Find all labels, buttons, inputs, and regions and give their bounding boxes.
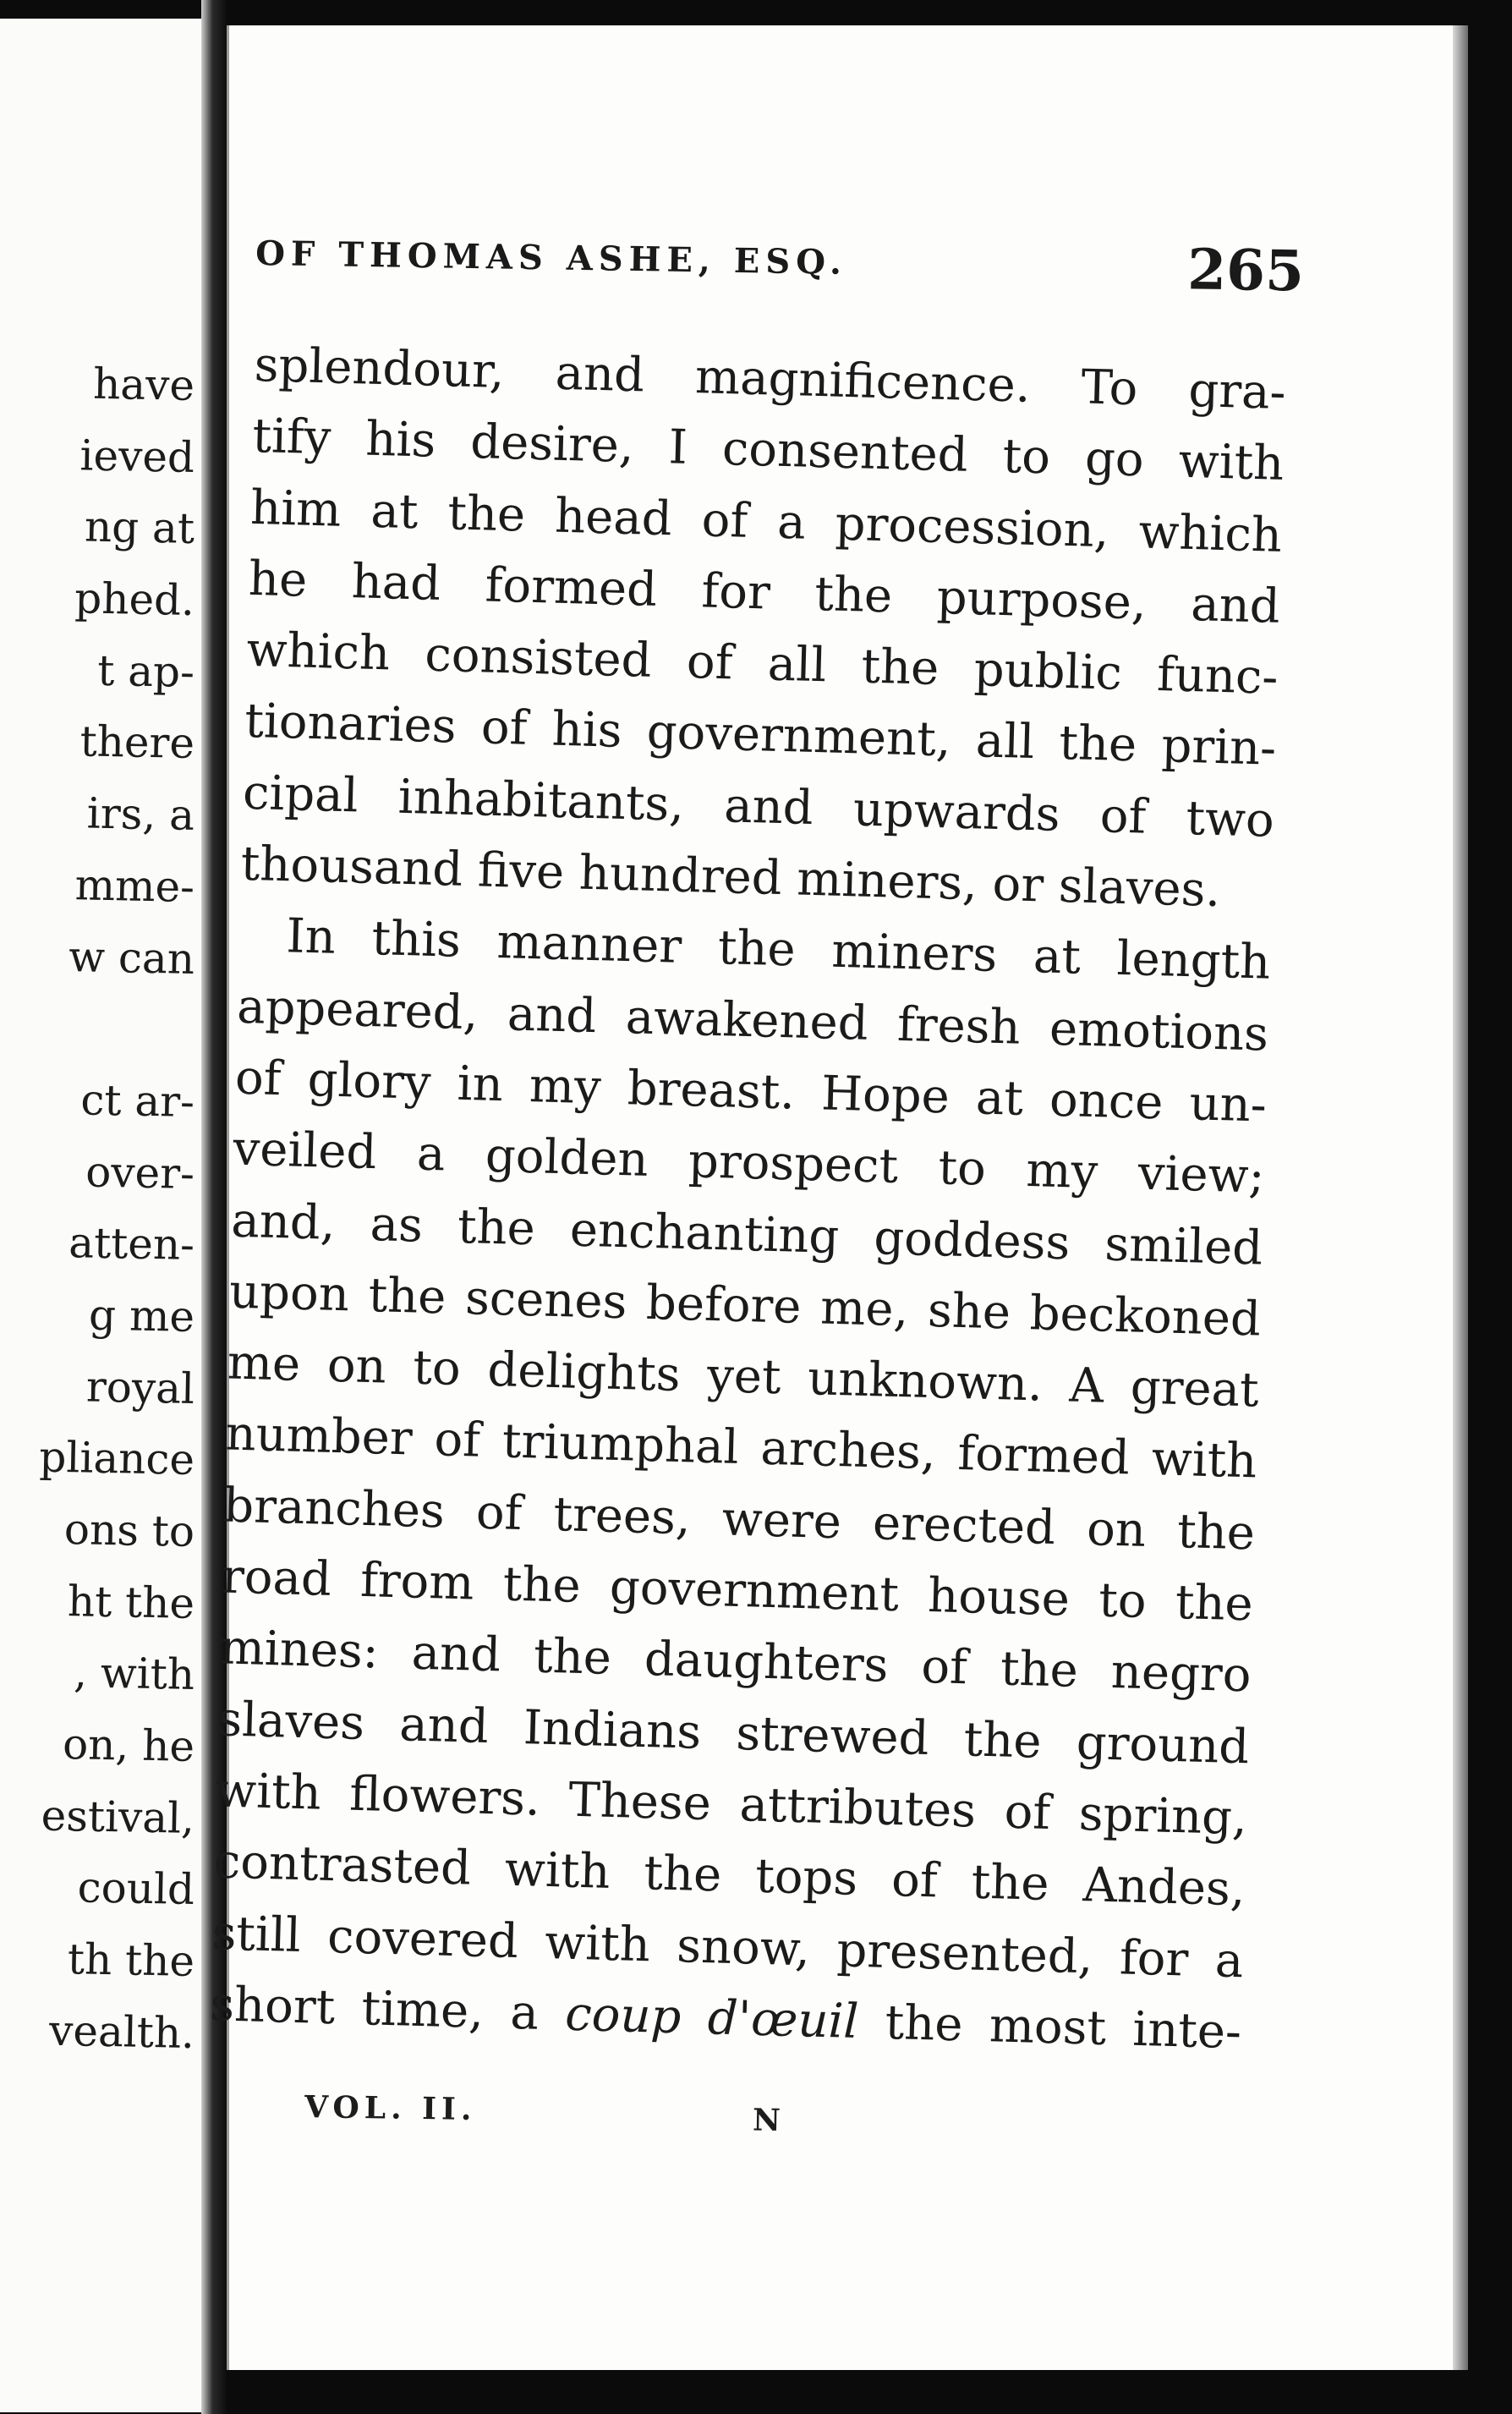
body-text-line: tify his desire, I consented to go with <box>251 409 1285 492</box>
left-text-line: irs, a <box>86 788 195 841</box>
left-text-line: ng at <box>84 502 195 554</box>
left-text-line: w can <box>68 931 195 984</box>
left-text-line: there <box>79 716 195 769</box>
body-text-line: him at the head of a procession, which <box>249 480 1283 563</box>
page-number: 265 <box>1186 236 1305 304</box>
left-text-line: ct ar- <box>79 1075 195 1127</box>
body-text-line: still covered with snow, presented, for a <box>211 1905 1245 1989</box>
left-text-line: atten- <box>68 1218 195 1270</box>
body-text-line: me on to delights yet unknown. A great <box>227 1335 1260 1418</box>
body-text-line: he had formed for the purpose, and <box>248 551 1281 634</box>
body-text-line: In this manner the miners at length <box>285 908 1272 991</box>
left-text-line: have <box>92 359 195 410</box>
left-text-line: t ap- <box>96 645 195 697</box>
left-text-line: over- <box>85 1147 195 1199</box>
left-text-line: ieved <box>79 431 195 482</box>
body-text-line: tionaries of his government, all the prin- <box>244 694 1277 777</box>
body-text-line: cipal inhabitants, and upwards of two <box>242 765 1275 848</box>
gathering-mark: N <box>752 2102 781 2138</box>
left-text-line: could <box>77 1863 195 1915</box>
body-text-line: veiled a golden prospect to my view; <box>232 1121 1266 1204</box>
left-text-line: ons to <box>63 1505 195 1556</box>
left-text-line: th the <box>67 1934 195 1987</box>
left-text-line: mme- <box>74 860 195 912</box>
left-text-line: phed. <box>74 573 195 626</box>
page-edge-shadow <box>1453 25 1468 2370</box>
body-text-line: splendour, and magnificence. To gra- <box>253 337 1287 420</box>
left-text-line: , with <box>73 1648 195 1700</box>
left-text-line <box>0 991 195 1067</box>
left-text-line: royal <box>85 1362 195 1413</box>
left-text-line: pliance <box>38 1432 195 1485</box>
body-text-line: branches of trees, were erected on the <box>222 1478 1256 1561</box>
body-text-line: road from the government house to the <box>221 1549 1254 1632</box>
body-text-line: contrasted with the tops of the Andes, <box>213 1834 1246 1917</box>
body-text-line: with flowers. These attributes of spring, <box>215 1763 1248 1846</box>
body-text-line: and, as the enchanting goddess smiled <box>230 1193 1263 1276</box>
left-facing-page <box>0 19 208 2412</box>
left-text-line: estival, <box>41 1791 195 1843</box>
left-text-line: vealth. <box>48 2005 195 2058</box>
body-text-line: mines: and the daughters of the negro <box>218 1620 1252 1704</box>
left-text-line: ht the <box>67 1576 195 1628</box>
body-text-line: of glory in my breast. Hope at once un- <box>234 1050 1268 1133</box>
body-text-line: upon the scenes before me, she beckoned <box>228 1264 1262 1347</box>
body-text-column <box>209 330 1286 2068</box>
left-text-line: on, he <box>62 1720 195 1772</box>
running-head-title: OF THOMAS ASHE, ESQ. <box>255 233 848 283</box>
body-text-line: short time, a coup d'œuil the most inte- <box>209 1977 1242 2060</box>
body-text-line: appeared, and awakened fresh emotions <box>236 979 1269 1062</box>
left-text-line: g me <box>88 1290 195 1341</box>
page-footer <box>304 2089 897 2148</box>
book-gutter <box>201 0 227 2414</box>
body-text-line: which consisted of all the public func- <box>245 623 1279 706</box>
body-text-line: thousand five hundred miners, or slaves. <box>240 836 1222 919</box>
body-text-line: number of triumphal arches, formed with <box>224 1406 1258 1490</box>
volume-signature: VOL. II. <box>304 2089 477 2127</box>
left-page-text-column <box>0 350 194 2070</box>
body-text-line: slaves and Indians strewed the ground <box>216 1692 1250 1775</box>
